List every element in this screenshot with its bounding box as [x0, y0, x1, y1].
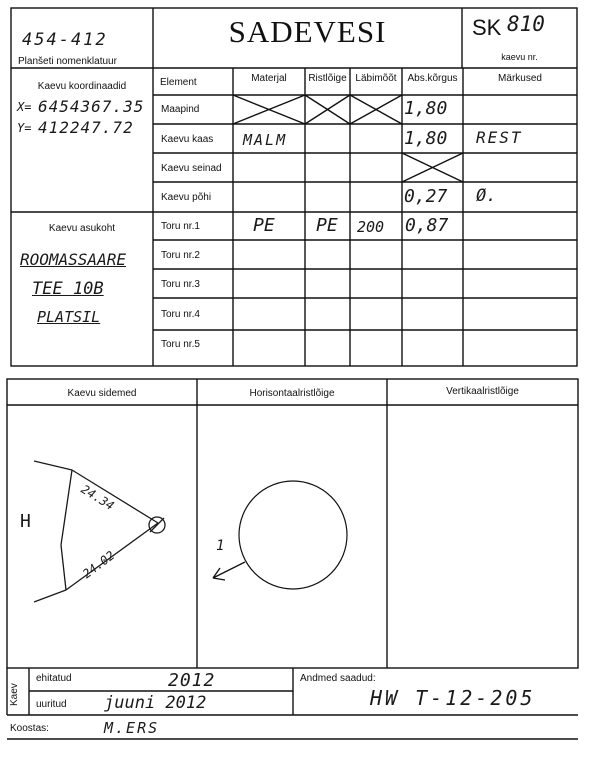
horizontal-section-circle [239, 481, 347, 589]
coordinates-label: Kaevu koordinaadid [37, 81, 127, 92]
x-coordinate: 6454367.35 [38, 97, 145, 116]
sketch-label-h: H [20, 511, 31, 532]
maapind-abs-value: 1,80 [404, 98, 448, 119]
uuritud-label: uuritud [36, 699, 67, 710]
toru-1-abs-value: 0,87 [405, 215, 449, 236]
ehitatud-value: 2012 [168, 670, 216, 691]
page-title: SADEVESI [228, 14, 387, 49]
nomenklatuur-label: Planšeti nomenklatuur [18, 56, 117, 67]
x-label: X= [17, 100, 32, 114]
andmed-value: HW T-12-205 [370, 686, 536, 710]
koostas-label: Koostas: [10, 723, 49, 734]
location-line-3: PLATSIL [37, 308, 101, 326]
nomenklatuur-value: 454-412 [22, 30, 108, 50]
koostas-value: M.ERS [104, 719, 160, 737]
location-label: Kaevu asukoht [48, 223, 116, 234]
kaevu-kaas-abs-value: 1,80 [404, 128, 448, 149]
y-label: Y= [17, 121, 32, 135]
arrow-label: 1 [216, 538, 225, 554]
row-label-kaevu-kaas: Kaevu kaas [161, 134, 214, 145]
location-line-1: ROOMASSAARE [20, 250, 126, 269]
kaevu-pohi-abs-value: 0,27 [404, 186, 448, 207]
y-coordinate: 412247.72 [38, 118, 134, 137]
section-horisontaal: Horisontaalristlõige [249, 388, 335, 399]
uuritud-value: juuni 2012 [104, 693, 207, 713]
well-prefix: SK [472, 15, 502, 40]
kaevu-kaas-materjal-value: MALM [243, 131, 288, 149]
toru-1-ristloige-value: PE [316, 215, 338, 236]
row-label-maapind: Maapind [161, 104, 200, 115]
row-label-kaevu-pohi: Kaevu põhi [161, 192, 212, 203]
col-header-element: Element [160, 77, 197, 88]
well-label: kaevu nr. [501, 52, 538, 62]
ehitatud-label: ehitatud [36, 673, 72, 684]
location-line-2: TEE 10B [32, 279, 104, 299]
kaev-label: Kaev [9, 683, 20, 706]
kaevu-kaas-markused-value: REST [476, 128, 523, 147]
section-vertikaal: Vertikaalristlõige [446, 386, 519, 397]
direction-arrow-icon [213, 562, 245, 580]
row-label-toru-1: Toru nr.1 [161, 221, 200, 232]
sidemed-sketch [34, 461, 165, 602]
sketch-distance-2: 24.02 [80, 548, 118, 582]
toru-1-labimoot-value: 200 [357, 218, 385, 236]
kaevu-pohi-markused-value: Ø. [476, 186, 497, 206]
row-label-toru-2: Toru nr.2 [161, 250, 200, 261]
row-label-toru-3: Toru nr.3 [161, 279, 200, 290]
col-header-abs-korgus: Abs.kõrgus [407, 73, 458, 84]
toru-1-materjal-value: PE [253, 215, 275, 236]
row-label-toru-4: Toru nr.4 [161, 309, 200, 320]
well-number: 810 [507, 12, 545, 36]
andmed-label: Andmed saadud: [300, 673, 376, 684]
row-label-kaevu-seinad: Kaevu seinad [161, 163, 222, 174]
col-header-labimoot: Läbimõõt [355, 73, 397, 84]
sketch-distance-1: 24.34 [78, 482, 117, 514]
col-header-ristloige: Ristlõige [308, 73, 347, 84]
row-label-toru-5: Toru nr.5 [161, 339, 200, 350]
col-header-markused: Märkused [498, 73, 542, 84]
section-sidemed: Kaevu sidemed [67, 388, 137, 399]
col-header-materjal: Materjal [251, 73, 287, 84]
